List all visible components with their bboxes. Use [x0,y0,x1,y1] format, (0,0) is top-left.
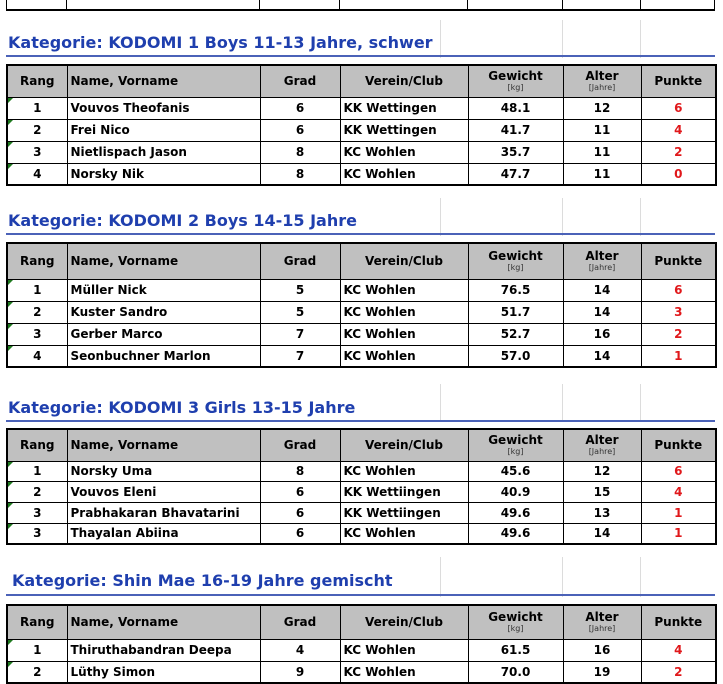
grad-cell: 6 [260,502,340,523]
table-row [7,481,716,502]
verein-cell: KC Wohlen [340,523,468,544]
table-row [7,97,716,119]
sheet-gridline [640,20,641,58]
gewicht-cell: 40.9 [468,481,563,502]
grad-cell: 9 [260,661,340,683]
gewicht-label: Gewicht [488,69,543,84]
punkte-cell: 1 [641,502,716,523]
table-row [7,639,716,661]
table-row [7,461,716,481]
verein-cell: KC Wohlen [340,345,468,367]
name-cell: Seonbuchner Marlon [67,345,260,367]
name-cell: Vouvos Eleni [67,481,260,502]
gewicht-unit: [kg] [507,624,524,634]
alter-cell: 11 [563,163,641,185]
punkte-cell: 6 [641,97,716,119]
alter-label: Alter [585,433,619,448]
rang-cell: 3 [7,523,67,544]
title-underline [6,420,715,422]
alter-label: Alter [585,69,619,84]
sheet-gridline [440,384,441,422]
col-header-verein: Verein/Club [340,605,468,639]
col-header-rang: Rang [7,243,67,279]
category-title: Kategorie: KODOMI 1 Boys 11-13 Jahre, schwer [8,33,433,52]
col-header-rang: Rang [7,605,67,639]
punkte-cell: 1 [641,523,716,544]
gewicht-cell: 45.6 [468,461,563,481]
gewicht-unit: [kg] [507,447,524,457]
verein-cell: KC Wohlen [340,301,468,323]
gewicht-cell: 57.0 [468,345,563,367]
rang-cell: 3 [7,323,67,345]
name-cell: Frei Nico [67,119,260,141]
alter-cell: 15 [563,481,641,502]
name-cell: Norsky Nik [67,163,260,185]
title-underline [6,594,715,596]
alter-unit: [Jahre] [588,83,616,93]
punkte-cell: 6 [641,279,716,301]
alter-unit: [Jahre] [588,447,616,457]
table-row [7,502,716,523]
gewicht-unit: [kg] [507,83,524,93]
punkte-cell: 6 [641,461,716,481]
col-divider [640,0,641,10]
sheet-gridline [562,557,563,597]
col-divider [467,0,468,10]
title-underline [6,55,715,57]
punkte-cell: 4 [641,639,716,661]
col-header-rang: Rang [7,65,67,97]
grad-cell: 5 [260,279,340,301]
col-header-alter [563,429,641,461]
title-underline [6,233,715,235]
alter-cell: 16 [563,639,641,661]
sheet-gridline [562,20,563,58]
alter-unit: [Jahre] [588,263,616,273]
col-divider [6,0,7,10]
alter-cell: 19 [563,661,641,683]
col-header-grad: Grad [260,605,340,639]
table-header-row [7,605,716,639]
previous-table-edge [0,0,723,12]
sheet-gridline [440,20,441,58]
grad-cell: 5 [260,301,340,323]
grad-cell: 8 [260,163,340,185]
col-divider [562,0,563,10]
rang-cell: 1 [7,279,67,301]
col-header-alter [563,65,641,97]
col-header-gewicht [468,65,563,97]
alter-cell: 13 [563,502,641,523]
sheet-gridline [562,384,563,422]
col-header-grad: Grad [260,65,340,97]
alter-cell: 11 [563,141,641,163]
sheet-gridline [562,198,563,236]
gewicht-label: Gewicht [488,610,543,625]
verein-cell: KK Wettingen [340,119,468,141]
alter-label: Alter [585,249,619,264]
punkte-cell: 4 [641,481,716,502]
verein-cell: KC Wohlen [340,639,468,661]
verein-cell: KC Wohlen [340,461,468,481]
verein-cell: KC Wohlen [340,661,468,683]
col-header-gewicht [468,243,563,279]
col-header-rang: Rang [7,429,67,461]
verein-cell: KK Wettiingen [340,481,468,502]
rang-cell: 2 [7,119,67,141]
col-header-name: Name, Vorname [67,429,260,461]
gewicht-cell: 52.7 [468,323,563,345]
gewicht-unit: [kg] [507,263,524,273]
sheet-gridline [440,557,441,597]
name-cell: Thiruthabandran Deepa [67,639,260,661]
name-cell: Prabhakaran Bhavatarini [67,502,260,523]
table-row [7,301,716,323]
category-title: Kategorie: KODOMI 2 Boys 14-15 Jahre [8,211,357,230]
col-header-gewicht [468,605,563,639]
punkte-cell: 2 [641,141,716,163]
grad-cell: 7 [260,345,340,367]
results-table [6,64,717,186]
alter-cell: 14 [563,523,641,544]
rang-cell: 1 [7,461,67,481]
gewicht-cell: 47.7 [468,163,563,185]
table-row [7,119,716,141]
punkte-cell: 3 [641,301,716,323]
results-table [6,428,717,545]
table-header-row [7,243,716,279]
gewicht-cell: 70.0 [468,661,563,683]
results-table [6,242,717,368]
rang-cell: 4 [7,345,67,367]
alter-unit: [Jahre] [588,624,616,634]
col-divider [66,0,67,10]
gewicht-cell: 61.5 [468,639,563,661]
grad-cell: 8 [260,141,340,163]
table-row [7,523,716,544]
gewicht-cell: 49.6 [468,502,563,523]
col-header-verein: Verein/Club [340,65,468,97]
gewicht-cell: 49.6 [468,523,563,544]
name-cell: Gerber Marco [67,323,260,345]
col-header-punkte: Punkte [641,65,716,97]
verein-cell: KC Wohlen [340,279,468,301]
sheet-gridline [440,198,441,236]
grad-cell: 8 [260,461,340,481]
gewicht-label: Gewicht [488,433,543,448]
col-divider [339,0,340,10]
col-header-verein: Verein/Club [340,429,468,461]
grad-cell: 4 [260,639,340,661]
category-title: Kategorie: KODOMI 3 Girls 13-15 Jahre [8,398,356,417]
alter-cell: 12 [563,97,641,119]
table-row [7,323,716,345]
results-table [6,604,717,684]
verein-cell: KK Wettingen [340,97,468,119]
alter-cell: 14 [563,301,641,323]
rang-cell: 3 [7,502,67,523]
name-cell: Vouvos Theofanis [67,97,260,119]
name-cell: Thayalan Abiina [67,523,260,544]
col-header-name: Name, Vorname [67,65,260,97]
sheet-gridline [640,198,641,236]
col-header-punkte: Punkte [641,243,716,279]
punkte-cell: 2 [641,661,716,683]
sheet-gridline [640,384,641,422]
col-header-alter [563,243,641,279]
verein-cell: KK Wettiingen [340,502,468,523]
alter-cell: 14 [563,279,641,301]
punkte-cell: 1 [641,345,716,367]
table-row [7,141,716,163]
name-cell: Kuster Sandro [67,301,260,323]
gewicht-cell: 35.7 [468,141,563,163]
name-cell: Lüthy Simon [67,661,260,683]
verein-cell: KC Wohlen [340,323,468,345]
grad-cell: 6 [260,119,340,141]
col-header-grad: Grad [260,243,340,279]
grad-cell: 7 [260,323,340,345]
col-header-punkte: Punkte [641,605,716,639]
verein-cell: KC Wohlen [340,163,468,185]
table-header-row [7,429,716,461]
punkte-cell: 0 [641,163,716,185]
col-divider [259,0,260,10]
punkte-cell: 2 [641,323,716,345]
col-header-gewicht [468,429,563,461]
category-title: Kategorie: Shin Mae 16-19 Jahre gemischt [12,571,393,590]
rang-cell: 3 [7,141,67,163]
rang-cell: 1 [7,97,67,119]
alter-label: Alter [585,610,619,625]
alter-cell: 16 [563,323,641,345]
rang-cell: 2 [7,661,67,683]
rang-cell: 4 [7,163,67,185]
rang-cell: 2 [7,301,67,323]
grad-cell: 6 [260,523,340,544]
grad-cell: 6 [260,97,340,119]
table-bottom-border [6,9,715,11]
name-cell: Nietlispach Jason [67,141,260,163]
gewicht-cell: 51.7 [468,301,563,323]
table-row [7,661,716,683]
name-cell: Norsky Uma [67,461,260,481]
gewicht-label: Gewicht [488,249,543,264]
rang-cell: 2 [7,481,67,502]
table-row [7,163,716,185]
table-row [7,345,716,367]
alter-cell: 12 [563,461,641,481]
gewicht-cell: 48.1 [468,97,563,119]
verein-cell: KC Wohlen [340,141,468,163]
col-divider [714,0,715,10]
gewicht-cell: 41.7 [468,119,563,141]
col-header-grad: Grad [260,429,340,461]
col-header-name: Name, Vorname [67,243,260,279]
col-header-punkte: Punkte [641,429,716,461]
col-header-alter [563,605,641,639]
col-header-name: Name, Vorname [67,605,260,639]
rang-cell: 1 [7,639,67,661]
table-row [7,279,716,301]
table-header-row [7,65,716,97]
gewicht-cell: 76.5 [468,279,563,301]
col-header-verein: Verein/Club [340,243,468,279]
alter-cell: 14 [563,345,641,367]
punkte-cell: 4 [641,119,716,141]
alter-cell: 11 [563,119,641,141]
name-cell: Müller Nick [67,279,260,301]
sheet-gridline [640,557,641,597]
grad-cell: 6 [260,481,340,502]
